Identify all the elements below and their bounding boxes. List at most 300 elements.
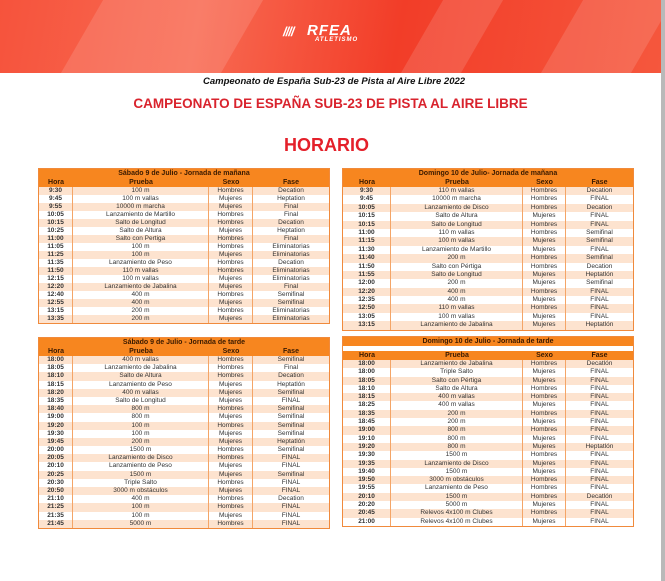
hora-cell: 20:50 — [39, 487, 73, 495]
document-title: CAMPEONATO DE ESPAÑA SUB-23 DE PISTA AL AIRE LIBRE — [133, 96, 528, 111]
sexo-cell: Hombres — [523, 509, 566, 517]
table-row — [39, 462, 329, 470]
sexo-cell: Mujeres — [523, 237, 566, 245]
hora-cell: 11:40 — [343, 254, 391, 262]
hora-cell: 13:15 — [39, 307, 73, 315]
sexo-cell: Hombres — [209, 267, 253, 275]
table-row — [343, 476, 633, 484]
prueba-cell: 110 m vallas — [73, 267, 209, 275]
sexo-cell: Mujeres — [209, 471, 253, 479]
fase-cell: Semifinal — [586, 279, 613, 287]
table-row — [39, 413, 329, 421]
hora-cell: 18:15 — [39, 381, 73, 389]
prueba-cell: 800 m — [391, 426, 523, 434]
table-row — [343, 204, 633, 212]
hora-cell: 18:10 — [39, 372, 73, 380]
fase-cell: Semifinal — [586, 228, 613, 236]
hora-cell: 18:10 — [343, 385, 391, 393]
hora-cell: 18:40 — [39, 405, 73, 413]
hora-cell: 20:30 — [39, 479, 73, 487]
table-header — [343, 351, 633, 360]
fase-cell: FINAL — [590, 220, 609, 228]
sexo-cell: Mujeres — [523, 501, 566, 509]
sexo-cell: Mujeres — [209, 275, 253, 283]
table-row — [343, 263, 633, 271]
fase-cell: Eliminatorias — [272, 267, 310, 274]
prueba-cell: 5000 m — [73, 520, 209, 528]
prueba-cell: Lanzamiento de Jabalina — [73, 283, 209, 291]
fase-cell: Final — [283, 364, 299, 372]
prueba-cell: Salto de Altura — [73, 372, 209, 380]
fase-cell: FINAL — [590, 517, 609, 525]
sexo-cell: Hombres — [209, 405, 253, 413]
prueba-cell: Lanzamiento de Peso — [73, 259, 209, 267]
prueba-cell: 100 m vallas — [391, 313, 523, 321]
fase-cell: Semifinal — [277, 388, 305, 396]
hora-cell: 12:15 — [39, 275, 73, 283]
hora-cell: 12:35 — [343, 296, 391, 304]
sexo-cell: Hombres — [523, 426, 566, 434]
fase-cell: Decation — [278, 187, 304, 194]
table-row — [39, 211, 329, 219]
hora-cell: 19:20 — [343, 443, 391, 451]
prueba-cell: Salto de Altura — [391, 212, 523, 220]
table-row — [343, 509, 633, 517]
column-header-hora: Hora — [48, 179, 64, 186]
hora-cell: 21:25 — [39, 503, 73, 511]
sexo-cell: Mujeres — [209, 203, 253, 211]
schedule-table-sunday-morning — [342, 168, 634, 331]
hora-cell: 10:15 — [343, 221, 391, 229]
table-row — [39, 454, 329, 462]
prueba-cell: 400 m vallas — [391, 401, 523, 409]
table-row — [39, 364, 329, 372]
sexo-cell: Mujeres — [209, 389, 253, 397]
prueba-cell: Lanzamiento de Peso — [73, 381, 209, 389]
schedule-table-saturday-afternoon — [38, 337, 330, 529]
sexo-cell: Mujeres — [523, 377, 566, 385]
sexo-cell: Hombres — [209, 235, 253, 243]
fase-cell: Decation — [586, 203, 613, 211]
fase-cell: FINAL — [590, 287, 609, 295]
hora-cell: 12:50 — [343, 304, 391, 312]
prueba-cell: 110 m vallas — [391, 187, 523, 195]
prueba-cell: 400 m vallas — [73, 389, 209, 397]
table-row — [343, 418, 633, 426]
hora-cell: 11:15 — [343, 237, 391, 245]
sexo-cell: Hombres — [523, 484, 566, 492]
fase-cell: FINAL — [590, 384, 609, 392]
hora-cell: 19:00 — [39, 413, 73, 421]
table-row — [39, 187, 329, 195]
fase-cell: FINAL — [590, 426, 609, 434]
table-row — [343, 426, 633, 434]
table-row — [343, 368, 633, 376]
table-row — [343, 410, 633, 418]
table-row — [39, 405, 329, 413]
sexo-cell: Mujeres — [209, 430, 253, 438]
hora-cell: 21:00 — [343, 518, 391, 526]
sexo-cell: Mujeres — [523, 468, 566, 476]
sexo-cell: Mujeres — [209, 512, 253, 520]
header-banner — [0, 0, 661, 73]
sexo-cell: Hombres — [209, 307, 253, 315]
fase-cell: FINAL — [590, 393, 609, 401]
schedule-table-sunday-afternoon — [342, 336, 634, 527]
prueba-cell: 400 m vallas — [391, 393, 523, 401]
sexo-cell: Hombres — [523, 229, 566, 237]
table-body — [343, 187, 633, 330]
table-title: Domingo 10 de Julio - Jornada de tarde — [343, 337, 633, 346]
column-header-hora: Hora — [359, 179, 375, 186]
table-row — [343, 468, 633, 476]
sexo-cell: Mujeres — [523, 321, 566, 329]
table-row — [39, 430, 329, 438]
prueba-cell: 200 m — [73, 307, 209, 315]
fase-cell: Heptatlón — [585, 270, 614, 278]
column-header-prueba: Prueba — [129, 348, 153, 355]
fase-cell: Semifinal — [277, 421, 305, 429]
hora-cell: 18:35 — [39, 397, 73, 405]
table-row — [343, 377, 633, 385]
sexo-cell: Mujeres — [523, 246, 566, 254]
hora-cell: 10:05 — [343, 204, 391, 212]
hora-cell: 18:20 — [39, 389, 73, 397]
prueba-cell: Lanzamiento de Martillo — [73, 211, 209, 219]
hora-cell: 10:15 — [343, 212, 391, 220]
table-row — [343, 321, 633, 329]
table-row — [343, 304, 633, 312]
prueba-cell: Triple Salto — [391, 368, 523, 376]
sexo-cell: Mujeres — [209, 299, 253, 307]
sexo-cell: Hombres — [523, 360, 566, 368]
hora-cell: 18:15 — [343, 393, 391, 401]
fase-cell: FINAL — [281, 519, 301, 527]
prueba-cell: 1500 m — [73, 471, 209, 479]
sexo-cell: Hombres — [209, 187, 253, 195]
fase-cell: FINAL — [590, 212, 609, 220]
sexo-cell: Mujeres — [523, 212, 566, 220]
fase-cell: Eliminatorias — [272, 251, 310, 258]
fase-cell: Heptation — [277, 227, 305, 234]
table-row — [39, 495, 329, 503]
prueba-cell: 3000 m obstáculos — [391, 476, 523, 484]
sexo-cell: Mujeres — [209, 413, 253, 421]
table-row — [39, 219, 329, 227]
hora-cell: 10:05 — [39, 211, 73, 219]
table-row — [343, 288, 633, 296]
column-header-fase: Fase — [591, 179, 608, 186]
hora-cell: 12:00 — [343, 279, 391, 287]
prueba-cell: 100 m — [73, 251, 209, 259]
sexo-cell: Hombres — [209, 520, 253, 528]
prueba-cell: 400 m vallas — [73, 356, 209, 364]
hora-cell: 19:45 — [39, 438, 73, 446]
prueba-cell: 200 m — [391, 418, 523, 426]
sexo-cell: Hombres — [209, 503, 253, 511]
sexo-cell: Mujeres — [209, 381, 253, 389]
hora-cell: 9:45 — [343, 195, 391, 203]
prueba-cell: Salto de Altura — [73, 227, 209, 235]
fase-cell: Decation — [278, 259, 304, 266]
table-row — [39, 372, 329, 380]
sexo-cell: Hombres — [523, 493, 566, 501]
table-row — [39, 389, 329, 397]
table-row — [343, 279, 633, 287]
hora-cell: 19:30 — [39, 430, 73, 438]
sexo-cell: Hombres — [523, 393, 566, 401]
prueba-cell: 400 m — [391, 296, 523, 304]
prueba-cell: 100 m — [73, 422, 209, 430]
column-header-sexo: Sexo — [222, 348, 240, 355]
hora-cell: 13:35 — [39, 315, 73, 323]
fase-cell: Semifinal — [277, 413, 305, 421]
prueba-cell: 100 m — [73, 512, 209, 520]
fase-cell: FINAL — [590, 401, 609, 409]
table-row — [343, 187, 633, 195]
prueba-cell: Relevos 4x100 m Clubes — [391, 518, 523, 526]
hora-cell: 19:35 — [343, 460, 391, 468]
column-header-prueba: Prueba — [445, 179, 469, 186]
fase-cell: FINAL — [281, 454, 301, 462]
hora-cell: 12:40 — [39, 291, 73, 299]
table-row — [39, 471, 329, 479]
sexo-cell: Mujeres — [209, 195, 253, 203]
hora-cell: 18:25 — [343, 401, 391, 409]
table-row — [39, 422, 329, 430]
fase-cell: FINAL — [590, 409, 609, 417]
table-row — [343, 221, 633, 229]
sexo-cell: Hombres — [209, 479, 253, 487]
prueba-cell: 200 m — [391, 279, 523, 287]
table-title: Sábado 9 de Julio - Jornada de mañana — [39, 169, 329, 178]
hora-cell: 9:30 — [39, 187, 73, 195]
prueba-cell: Salto con Pertiga — [73, 235, 209, 243]
table-row — [39, 356, 329, 364]
prueba-cell: 100 m — [73, 243, 209, 251]
hora-cell: 11:55 — [343, 271, 391, 279]
sexo-cell: Hombres — [523, 195, 566, 203]
hora-cell: 18:00 — [39, 356, 73, 364]
fase-cell: Eliminatorias — [272, 315, 310, 322]
prueba-cell: 1500 m — [391, 493, 523, 501]
fase-cell: FINAL — [590, 459, 609, 467]
prueba-cell: 5000 m — [391, 501, 523, 509]
table-header — [39, 347, 329, 356]
table-body — [39, 187, 329, 323]
fase-cell: FINAL — [590, 484, 609, 492]
sexo-cell: Hombres — [209, 372, 253, 380]
table-row — [39, 275, 329, 283]
hora-cell: 10:25 — [39, 227, 73, 235]
fase-cell: Decation — [586, 262, 613, 270]
horario-heading: HORARIO — [284, 135, 369, 155]
fase-cell: Semifinal — [586, 237, 613, 245]
sexo-cell: Hombres — [209, 446, 253, 454]
sexo-cell: Mujeres — [209, 462, 253, 470]
hora-cell: 19:50 — [343, 476, 391, 484]
prueba-cell: Lanzamiento de Jabalina — [73, 364, 209, 372]
hora-cell: 11:00 — [39, 235, 73, 243]
table-row — [343, 460, 633, 468]
hora-cell: 9:45 — [39, 195, 73, 203]
column-header-prueba: Prueba — [445, 352, 469, 359]
fase-cell: FINAL — [281, 462, 301, 470]
fase-cell: Semifinal — [277, 356, 305, 363]
table-row — [343, 313, 633, 321]
hora-cell: 9:30 — [343, 187, 391, 195]
fase-cell: FINAL — [281, 396, 301, 404]
hora-cell: 21:45 — [39, 520, 73, 528]
table-row — [343, 246, 633, 254]
fase-cell: Decation — [586, 187, 613, 194]
hora-cell: 18:05 — [343, 377, 391, 385]
column-header-fase: Fase — [591, 352, 608, 359]
hora-cell: 12:20 — [343, 288, 391, 296]
fase-cell: FINAL — [590, 296, 609, 304]
table-row — [39, 381, 329, 389]
prueba-cell: 800 m — [73, 405, 209, 413]
sexo-cell: Hombres — [209, 259, 253, 267]
fase-cell: FINAL — [281, 511, 301, 519]
scrollbar[interactable] — [661, 0, 665, 581]
table-row — [343, 393, 633, 401]
fase-cell: Final — [283, 211, 299, 218]
hora-cell: 12:55 — [39, 299, 73, 307]
hora-cell: 9:55 — [39, 203, 73, 211]
fase-cell: Heptation — [277, 195, 305, 202]
table-row — [39, 446, 329, 454]
prueba-cell: 1500 m — [391, 468, 523, 476]
fase-cell: FINAL — [590, 451, 609, 459]
table-row — [39, 479, 329, 487]
fase-cell: Decation — [278, 372, 304, 380]
hora-cell: 11:30 — [343, 246, 391, 254]
fase-cell: Decation — [278, 219, 304, 226]
table-row — [39, 283, 329, 291]
column-header-hora: Hora — [48, 348, 64, 355]
sexo-cell: Hombres — [523, 221, 566, 229]
fase-cell: FINAL — [590, 195, 609, 203]
prueba-cell: Salto de Longitud — [73, 397, 209, 405]
prueba-cell: 400 m — [391, 288, 523, 296]
sexo-cell: Mujeres — [523, 271, 566, 279]
sexo-cell: Hombres — [523, 304, 566, 312]
table-row — [343, 518, 633, 526]
prueba-cell: Salto con Pértiga — [391, 377, 523, 385]
table-row — [343, 501, 633, 509]
column-header-sexo: Sexo — [222, 179, 240, 186]
fase-cell: Final — [283, 283, 299, 290]
fase-cell: Decatlón — [586, 360, 613, 367]
prueba-cell: 100 m vallas — [391, 237, 523, 245]
fase-cell: FINAL — [590, 509, 609, 517]
sexo-cell: Hombres — [523, 204, 566, 212]
hora-cell: 19:55 — [343, 484, 391, 492]
table-row — [343, 296, 633, 304]
hora-cell: 18:35 — [343, 410, 391, 418]
table-row — [39, 307, 329, 315]
table-row — [39, 203, 329, 211]
table-body — [343, 360, 633, 526]
hora-cell: 11:50 — [39, 267, 73, 275]
sexo-cell: Mujeres — [523, 443, 566, 451]
prueba-cell: 200 m — [73, 315, 209, 323]
table-row — [39, 438, 329, 446]
sexo-cell: Mujeres — [209, 251, 253, 259]
column-header-sexo: Sexo — [536, 352, 553, 359]
fase-cell: FINAL — [281, 487, 301, 494]
sexo-cell: Mujeres — [523, 460, 566, 468]
table-row — [343, 212, 633, 220]
schedule-table-saturday-morning — [38, 168, 330, 324]
table-row — [39, 512, 329, 520]
sexo-cell: Hombres — [523, 288, 566, 296]
hora-cell: 20:10 — [39, 462, 73, 470]
sexo-cell: Hombres — [209, 211, 253, 219]
table-row — [39, 520, 329, 528]
prueba-cell: Lanzamiento de Disco — [391, 460, 523, 468]
table-title: Sábado 9 de Julio - Jornada de tarde — [39, 338, 329, 347]
table-body — [39, 356, 329, 528]
table-row — [39, 227, 329, 235]
table-row — [343, 451, 633, 459]
hora-cell: 11:35 — [39, 259, 73, 267]
prueba-cell: Triple Salto — [73, 479, 209, 487]
sexo-cell: Mujeres — [209, 227, 253, 235]
hora-cell: 18:45 — [343, 418, 391, 426]
table-row — [39, 291, 329, 299]
fase-cell: Final — [283, 235, 299, 242]
table-row — [39, 235, 329, 243]
sexo-cell: Mujeres — [523, 418, 566, 426]
fase-cell: Final — [283, 203, 299, 210]
rfea-logo — [283, 22, 373, 46]
table-row — [39, 487, 329, 495]
table-row — [343, 360, 633, 368]
hora-cell: 20:45 — [343, 509, 391, 517]
fase-cell: Eliminatorias — [272, 275, 310, 282]
sexo-cell: Hombres — [209, 454, 253, 462]
sexo-cell: Hombres — [209, 219, 253, 227]
prueba-cell: Lanzamiento de Peso — [391, 484, 523, 492]
prueba-cell: 10000 m marcha — [391, 195, 523, 203]
fase-cell: Decation — [278, 495, 304, 503]
sexo-cell: Hombres — [523, 385, 566, 393]
prueba-cell: Salto de Longitud — [391, 271, 523, 279]
column-header-hora: Hora — [359, 352, 375, 359]
sexo-cell: Hombres — [523, 476, 566, 484]
prueba-cell: 100 m — [73, 430, 209, 438]
prueba-cell: Lanzamiento de Jabalina — [391, 360, 523, 368]
hora-cell: 20:05 — [39, 454, 73, 462]
fase-cell: FINAL — [281, 478, 301, 486]
hora-cell: 20:00 — [39, 446, 73, 454]
fase-cell: Semifinal — [277, 446, 305, 454]
hora-cell: 11:05 — [39, 243, 73, 251]
sexo-cell: Mujeres — [209, 283, 253, 291]
hora-cell: 19:00 — [343, 426, 391, 434]
prueba-cell: 110 m vallas — [391, 304, 523, 312]
sexo-cell: Hombres — [209, 243, 253, 251]
fase-cell: FINAL — [590, 418, 609, 426]
table-row — [39, 315, 329, 323]
sexo-cell: Mujeres — [209, 487, 253, 495]
table-header — [39, 178, 329, 187]
hora-cell: 12:20 — [39, 283, 73, 291]
logo-text: RFEA — [307, 22, 352, 39]
sexo-cell: Hombres — [209, 364, 253, 372]
